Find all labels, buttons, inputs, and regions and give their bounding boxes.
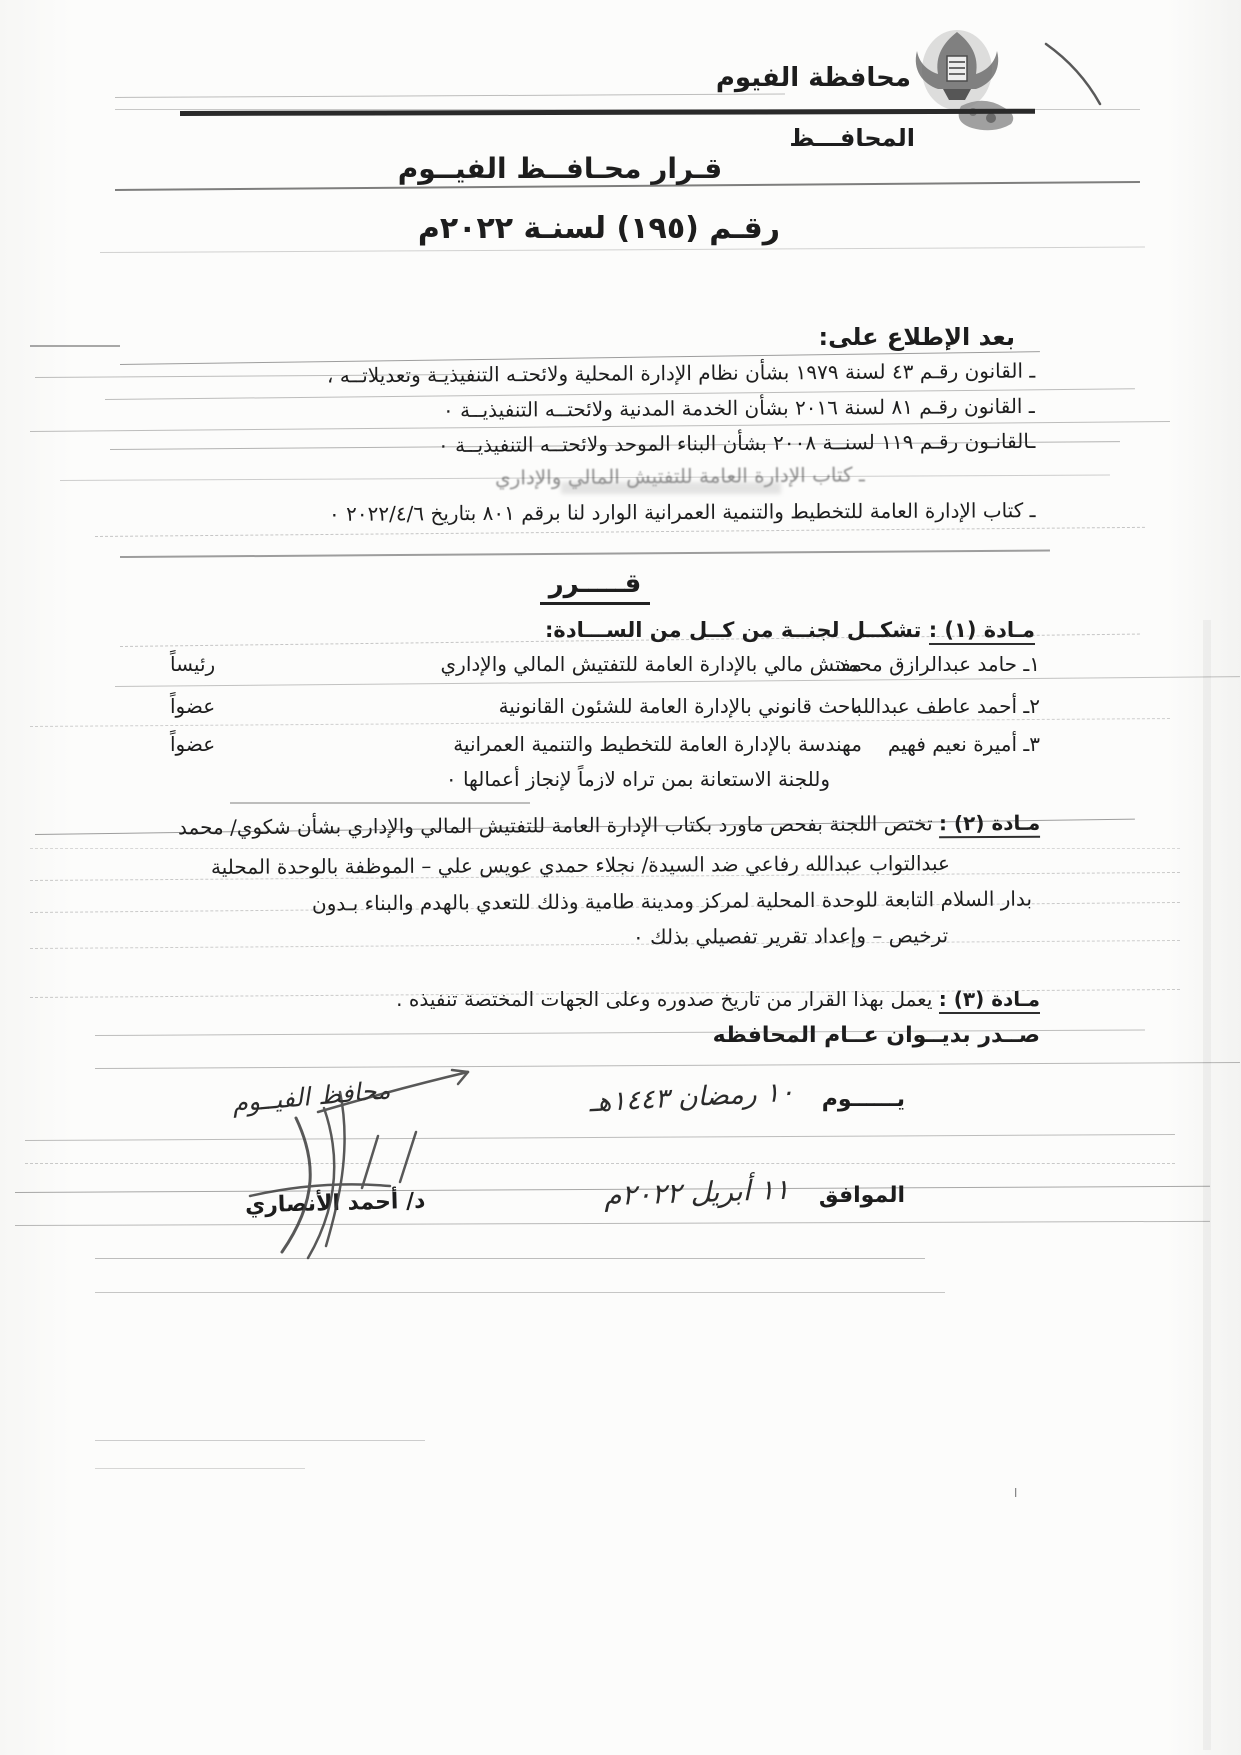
article-3-label: مـادة (٣) : [939, 987, 1040, 1014]
member-name: ٢ـ أحمد عاطف عبدالله [852, 694, 1040, 718]
scan-artifact-line [30, 940, 1180, 949]
preamble-heading: بعد الإطلاع على: [818, 323, 1015, 351]
scan-artifact-line [95, 1062, 1240, 1069]
article-2-label: مـادة (٢) : [939, 811, 1040, 839]
pen-stroke-top-right [1046, 44, 1100, 104]
article-2-text: تختص اللجنة بفحص ماورد بكتاب الإدارة العامة للتفتيش المالي والإداري بشأن شكوي/ محمد [177, 811, 933, 840]
committee-row [140, 732, 1040, 764]
member-role: عضواً [170, 732, 216, 756]
member-role: رئيساً [170, 652, 216, 676]
scan-artifact-line [30, 848, 1180, 849]
scan-artifact-line [25, 1134, 1175, 1141]
scan-artifact-line [95, 1468, 305, 1469]
issued-line: صــدر بديــوان عــام المحافظه [712, 1023, 1040, 1048]
day-label: يــــــوم [821, 1087, 905, 1112]
article-3-line [396, 984, 1040, 1014]
scan-artifact-line [230, 802, 530, 804]
member-name: ١ـ حامد عبدالرازق محمد [837, 652, 1040, 676]
scan-artifact-line [95, 1292, 945, 1293]
scan-artifact-line [95, 527, 1145, 537]
reference-item: ـ القانون رقـم ٨١ لسنة ٢٠١٦ بشأن الخدمة المدنية ولائحتــه التنفيذيــة ٠ [443, 393, 1036, 423]
issue-day-line [588, 1076, 905, 1119]
scan-artifact-line [120, 550, 1050, 558]
article-2-line: بدار السلام التابعة للوحدة المحلية لمركز ومدينة طامية وذلك للتعدي بالهدم والبناء بـدون [311, 886, 1033, 916]
scan-artifact-line [95, 1258, 925, 1259]
signature-flourish-arrowhead [452, 1070, 468, 1084]
decided-heading: قـــــرر [540, 566, 650, 605]
corresponding-value-handwritten: ١١ أبريل ٢٠٢٢م [603, 1172, 791, 1213]
fayoum-governorate-emblem-icon [905, 26, 1020, 134]
reference-item-faded: ـ كتاب الإدارة العامة للتفتيش المالي والإداري [495, 462, 866, 490]
scan-artifact-line [25, 1163, 1175, 1164]
scan-artifact-line [30, 345, 120, 347]
reference-item: ـالقانـون رقـم ١١٩ لسنــة ٢٠٠٨ بشأن البناء الموحد ولائحتــه التنفيذيــة ٠ [437, 428, 1036, 458]
signature-stroke [400, 1132, 416, 1182]
day-value-handwritten: ١٠ رمضان ١٤٤٣هـ [588, 1076, 796, 1119]
signer-title-handwritten: محافظ الفيــوم [231, 1075, 392, 1118]
article-1-label: مـادة (١) : [929, 618, 1035, 645]
member-title: باحث قانوني بالإدارة العامة للشئون القانونية [498, 694, 862, 718]
article-3-text: يعمل بهذا القرار من تاريخ صدوره وعلى الجهات المختصة تنفيذه . [396, 987, 933, 1011]
article-1-line [545, 614, 1035, 646]
article-1-text: تشكــل لجنــة من كــل من الســـادة: [545, 618, 922, 642]
decree-number: رقـم (١٩٥) لسنـة ٢٠٢٢م [417, 211, 780, 246]
org-name: محافظة الفيوم [715, 63, 911, 93]
signer-name: د/ أحمد الأنصاري [244, 1188, 426, 1219]
article-2-line: ترخيص – وإعداد تقرير تفصيلي بذلك ٠ [632, 923, 949, 949]
corresponding-date-line [603, 1172, 905, 1213]
scan-artifact-line [15, 1221, 1210, 1226]
member-title: مهندسة بالإدارة العامة للتخطيط والتنمية العمرانية [453, 732, 862, 756]
office-title: المحافـــظ [789, 124, 915, 152]
scan-artifact-line [95, 1440, 425, 1441]
scan-edge-band [1203, 620, 1211, 1750]
member-role: عضواً [170, 694, 216, 718]
reference-item: ـ القانون رقـم ٤٣ لسنة ١٩٧٩ بشأن نظام الإدارة المحلية ولائحتـه التنفيذيـة وتعديلاتــه ، [326, 358, 1036, 388]
member-title: مفتش مالي بالإدارة العامة للتفتيش المالي والإداري [440, 652, 862, 676]
smudge-artifact [561, 482, 781, 494]
member-name: ٣ـ أميرة نعيم فهيم [887, 732, 1040, 756]
reference-item: ـ كتاب الإدارة العامة للتخطيط والتنمية العمرانية الوارد لنا برقم ٨٠١ بتاريخ ٢٠٢٢/٤/٦ ٠ [328, 498, 1036, 526]
committee-note: وللجنة الاستعانة بمن تراه لازماً لإنجاز أعمالها ٠ [445, 767, 830, 791]
decree-title: قـرار محـافــظ الفيــوم [397, 152, 723, 185]
article-2-line: عبدالتواب عبدالله رفاعي ضد السيدة/ نجلاء حمدي عويس علي – الموظفة بالوحدة المحلية [211, 851, 951, 879]
corresponding-label: الموافق [818, 1183, 905, 1208]
signature-stroke [362, 1136, 378, 1188]
signature-stroke [308, 1108, 334, 1258]
scan-artifact-line [115, 93, 785, 98]
scan-speck: ا [1014, 1486, 1018, 1500]
